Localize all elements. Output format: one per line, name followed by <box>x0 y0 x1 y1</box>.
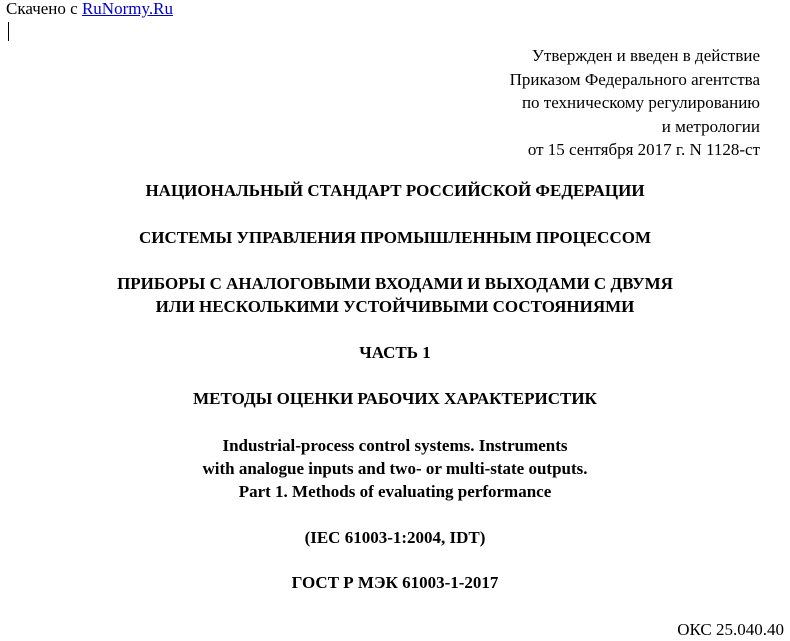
runormy-link[interactable]: RuNormy.Ru <box>81 0 173 18</box>
devices-title-line: ИЛИ НЕСКОЛЬКИМИ УСТОЙЧИВЫМИ СОСТОЯНИЯМИ <box>155 297 635 316</box>
english-title-line: Industrial-process control systems. Instruments <box>222 436 568 455</box>
approval-block <box>510 44 760 162</box>
part-title: ЧАСТЬ 1 <box>359 343 431 362</box>
methods-title: МЕТОДЫ ОЦЕНКИ РАБОЧИХ ХАРАКТЕРИСТИК <box>193 389 597 408</box>
english-title-line: Part 1. Methods of evaluating performance <box>238 482 552 501</box>
devices-title <box>0 272 790 318</box>
approval-line: от 15 сентября 2017 г. N 1128-ст <box>527 140 760 159</box>
oks-code: ОКС 25.040.40 <box>677 620 784 639</box>
gost-designation: ГОСТ Р МЭК 61003-1-2017 <box>291 573 499 592</box>
systems-title: СИСТЕМЫ УПРАВЛЕНИЯ ПРОМЫШЛЕННЫМ ПРОЦЕССОМ <box>139 228 651 247</box>
approval-line: и метрологии <box>661 116 760 136</box>
approval-line: по техническому регулированию <box>521 93 760 112</box>
source-line <box>6 0 173 20</box>
text-cursor <box>8 22 9 41</box>
national-standard-title: НАЦИОНАЛЬНЫЙ СТАНДАРТ РОССИЙСКОЙ ФЕДЕРАЦИИ <box>145 181 645 200</box>
english-title-line: with analogue inputs and two- or multi-state outputs. <box>202 459 588 478</box>
iec-reference: (IEC 61003-1:2004, IDT) <box>304 528 486 547</box>
approval-line: Приказом Федерального агентства <box>509 69 760 89</box>
approval-line: Утвержден и введен в действие <box>531 46 760 65</box>
source-prefix: Скачено с <box>6 0 82 18</box>
devices-title-line: ПРИБОРЫ С АНАЛОГОВЫМИ ВХОДАМИ И ВЫХОДАМИ С ДВУМЯ <box>117 274 673 293</box>
english-title <box>0 434 790 503</box>
